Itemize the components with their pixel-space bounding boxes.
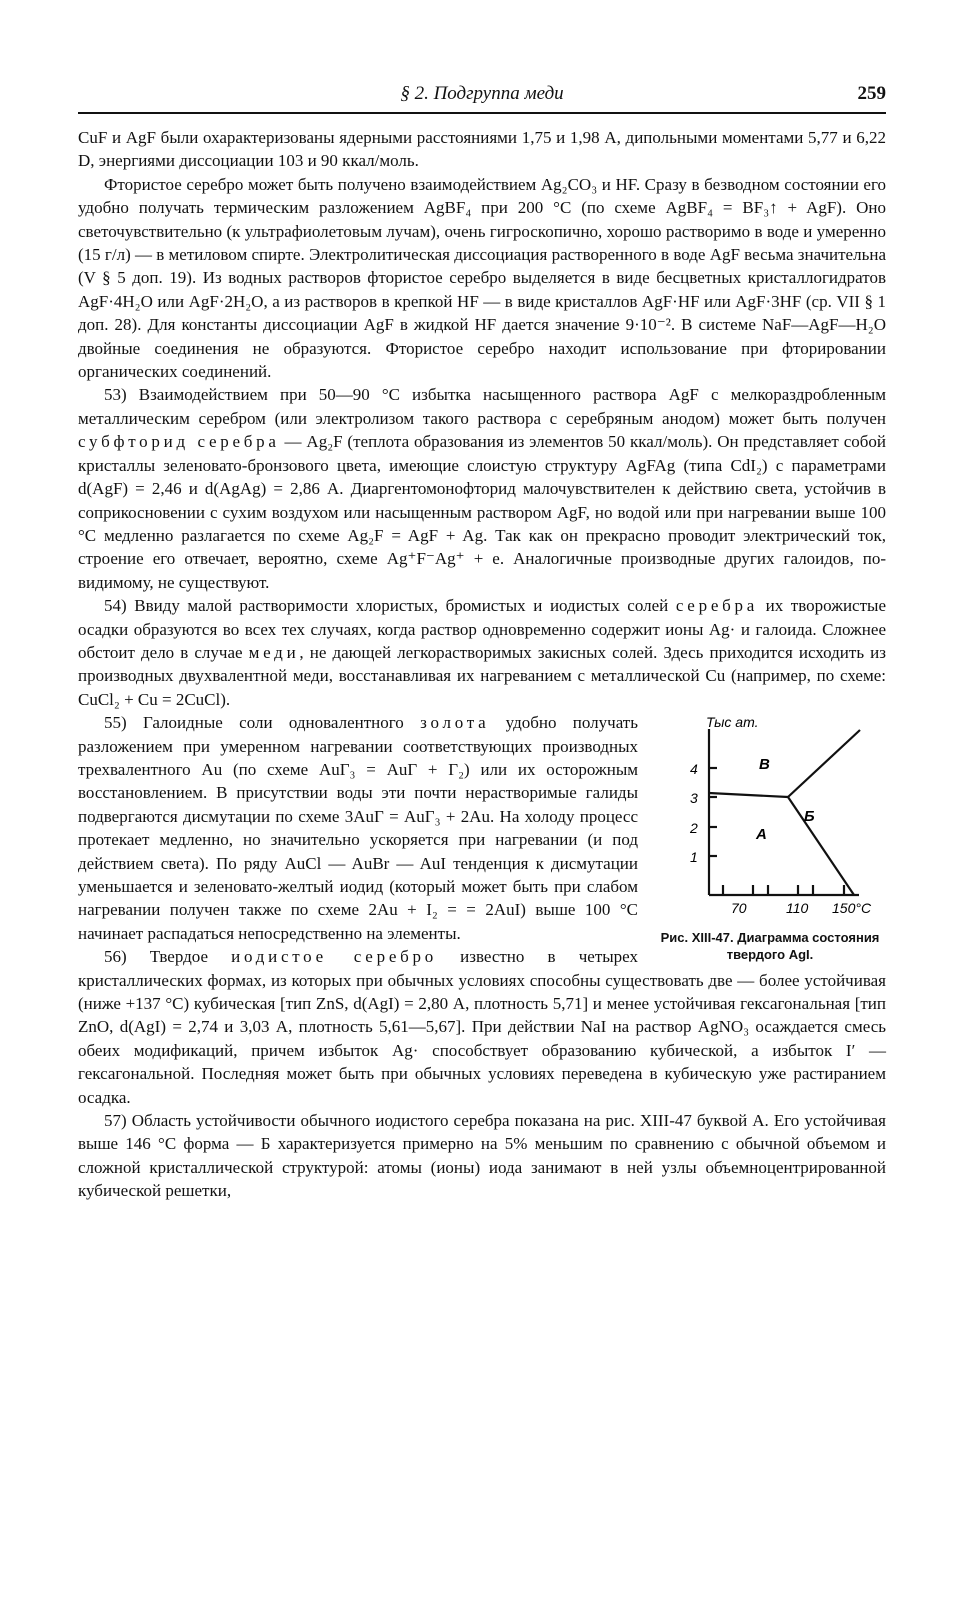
x-tick-label-150: 150°C	[832, 900, 872, 917]
note-57: 57) Область устойчивости обычного иодистого серебра показана на рис. XIII-47 буквой А. Его устойчивая выше 146 °C форма — Б характеризуется примерно на 5% меньшим по сравнению с обычной объемом и сложной кристаллической структурой: атомы (ионы) иода занимают в ней узлы объемноцентрированной кубической решетки,	[78, 1111, 886, 1201]
note-54-text-a: 54) Ввиду малой растворимости хлористых, бромистых и иодистых солей	[104, 596, 676, 616]
x-tick-label-110: 110	[786, 900, 809, 917]
phase-diagram	[654, 713, 886, 927]
y-axis-label: Тыс ат.	[706, 714, 759, 731]
note-54-emphasis-silver: серебра	[675, 596, 759, 616]
phase-diagram-figure	[654, 713, 886, 963]
note-56	[78, 945, 886, 1109]
y-tick-label-4: 4	[690, 761, 698, 778]
note-54-emphasis-copper: меди	[248, 642, 300, 662]
paragraph-2: Фтористое серебро может быть получено взаимодействием Ag₂CO₃ и HF. Сразу в безводном состоянии его удобно получать термическим разложением AgBF₄ при 200 °C (по схеме AgBF₄ = BF₃↑ + AgF). Оно светочувствительно (к ультрафиолетовым лучам), очень гигроскопично, хорошо растворимо в воде и умеренно (15 г/л) — в метиловом спирте. Электролитическая диссоциация растворенного в воде AgF весьма значительна (V § 5 доп. 19). Из водных растворов фтористое серебро выделяется в виде бесцветных кристаллогидратов AgF·4H₂O или AgF·2H₂O, а из растворов в крепкой HF — в виде кристаллов AgF·HF или AgF·3HF (ср. VII § 1 доп. 28). Для константы диссоциации AgF в жидкой HF дается значение 9·10⁻². В системе NaF—AgF—H₂O двойные соединения не образуются. Фтористое серебро находит использование при фторировании органических соединений.	[78, 174, 886, 382]
boundary-v-b	[788, 730, 860, 797]
y-tick-label-3: 3	[690, 790, 698, 807]
note-56-emphasis: иодистое серебро	[231, 947, 437, 967]
note-54	[78, 594, 886, 711]
y-tick-label-2: 2	[690, 820, 698, 837]
paragraph-1: CuF и AgF были охарактеризованы ядерными расстояниями 1,75 и 1,98 А, дипольными моментами 5,77 и 6,22 D, энергиями диссоциации 103 и 90 ккал/моль.	[78, 128, 886, 171]
page-number: 259	[857, 83, 886, 104]
book-page	[78, 78, 886, 1578]
note-56-text-a: 56) Твердое	[104, 947, 232, 967]
note-55-text-a: 55) Галоидные соли одновалентного	[104, 713, 421, 733]
region-label-v: В	[759, 756, 770, 774]
region-label-b: Б	[804, 808, 815, 826]
y-tick-label-1: 1	[690, 849, 698, 866]
running-head	[78, 78, 886, 114]
x-tick-label-70: 70	[731, 900, 747, 917]
boundary-a-v	[709, 793, 788, 797]
figure-caption: Рис. XIII-47. Диаграмма состояния твердого AgI.	[660, 930, 880, 963]
region-label-a: А	[756, 826, 767, 844]
note-53-text-b: — Ag₂F (теплота образования из элементов 50 ккал/моль). Он представляет собой кристаллы зеленовато-бронзового цвета, имеющие слоистую структуру AgFAg (типа CdI₂) с параметрами d(AgF) = 2,46 и d(AgAg) = 2,86 А. Диаргентомонофторид малочувствителен к действию света, устойчив в соприкосновении с сухим воздухом или насыщенным раствором AgF, но водой или при нагревании выше 100 °C медленно разлагается по схеме Ag₂F = AgF + Ag. Так как он прекрасно проводит электрический ток, строение его отвечает, вероятно, схеме Ag⁺F⁻Ag⁺ + e. Аналогичные производные других галоидов, по-видимому, не существуют.	[78, 432, 886, 592]
note-53	[78, 383, 886, 594]
note-56-text-b: известно в четырех кристаллических формах, из которых при обычных условиях способны существовать две — более устойчивая (ниже +137 °C) кубическая [тип ZnS, d(AgI) = 2,80 А, плотность 5,71] и менее устойчивая гексагональная [тип ZnO, d(AgI) = 2,74 и 3,03 А, плотность 5,61—5,67]. При действии NaI на раствор AgNO₃ осаждается смесь обеих модификаций, причем избыток Ag· способствует образованию кубической, а избыток I′ — гексагональной. Последняя может быть при обычных условиях переведена в кубическую уже растиранием осадка.	[78, 947, 886, 1107]
boundary-a-b	[788, 797, 854, 895]
section-title: § 2. Подгруппа меди	[400, 83, 564, 104]
phase-diagram-lines	[709, 729, 860, 895]
note-53-emphasis: субфторид серебра	[78, 432, 280, 452]
page-body	[78, 126, 886, 1203]
note-53-text-a: 53) Взаимодействием при 50—90 °C избытка насыщенного раствора AgF с мелкораздробленным металлическим серебром (или электролизом такого раствора с серебряным анодом) может быть получен	[78, 385, 886, 428]
note-55-emphasis: золота	[420, 713, 490, 733]
note-55-text-b: удобно получать разложением при умеренном нагревании соответствующих производных трехвалентного Au (по схеме AuГ₃ = AuГ + Г₂) или их осторожным восстановлением. В присутствии воды эти почти нерастворимые галиды подвергаются дисмутации по схеме 3AuГ = AuГ₃ + 2Au. На холоду процесс протекает медленно, но значительно ускоряется при нагревании (и под действием света). По ряду AuCl — AuBr — AuI тенденция к дисмутации уменьшается и зеленовато-желтый иодид (который может быть при слабом нагревании получен также по схеме 2Au + I₂ = = 2AuI) выше 100 °C начинает распадаться непосредственно на элементы.	[78, 713, 638, 943]
note-54-text-c: , не дающей легкорастворимых закисных солей. Здесь приходится исходить из производных двухвалентной меди, восстанавливая их нагреванием с металлической Cu (например, по схеме: CuCl₂ + Cu = 2CuCl).	[78, 642, 886, 709]
note-54-text-b: их творожистые осадки образуются во всех тех случаях, когда раствор одновременно содержит ионы Ag· и галоида. Сложнее обстоит дело в случае	[78, 596, 886, 662]
